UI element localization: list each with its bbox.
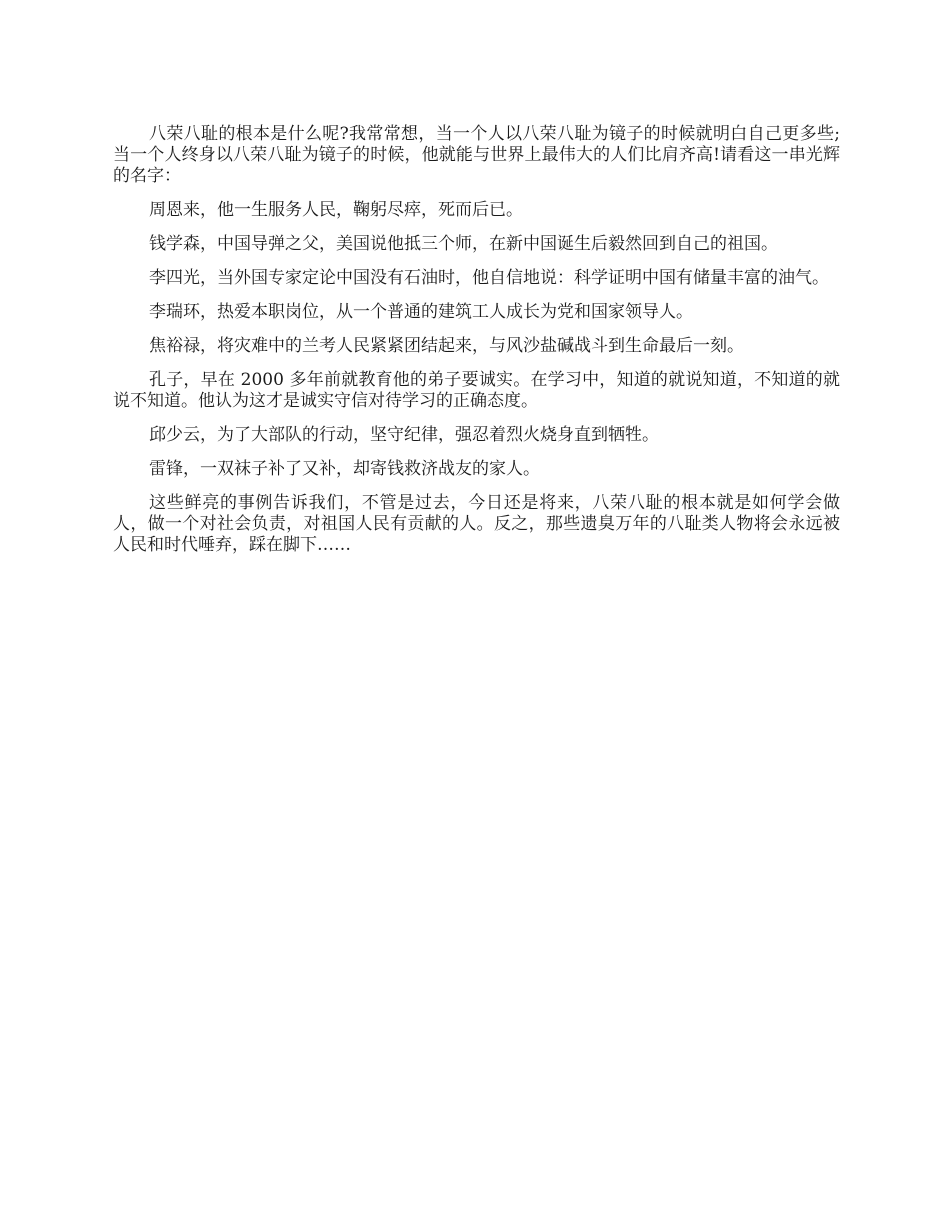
paragraph-qian-xuesen: 钱学森，中国导弹之父，美国说他抵三个师，在新中国诞生后毅然回到自己的祖国。 [149, 234, 778, 254]
paragraph-lei-feng: 雷锋，一双袜子补了又补，却寄钱救济战友的家人。 [149, 459, 540, 479]
paragraph-qiu-shaoyun: 邱少云，为了大部队的行动，坚守纪律，强忍着烈火烧身直到牺牲。 [149, 425, 659, 445]
paragraph-li-siguang: 李四光，当外国专家定论中国没有石油时，他自信地说：科学证明中国有储量丰富的油气。 [149, 268, 829, 288]
paragraph-conclusion: 这些鲜亮的事例告诉我们，不管是过去，今日还是将来，八荣八耻的根本就是如何学会做人，做一个对社会负责，对祖国人民有贡献的人。反之，那些遗臭万年的八耻类人物将会永远被人民和时代唾弃，踩在脚下…… [113, 493, 840, 555]
document-page [113, 124, 840, 569]
paragraph-intro: 八荣八耻的根本是什么呢?我常常想，当一个人以八荣八耻为镜子的时候就明白自己更多些;当一个人终身以八荣八耻为镜子的时候，他就能与世界上最伟大的人们比肩齐高!请看这一串光辉的名字： [113, 124, 840, 186]
paragraph-jiao-yulu: 焦裕禄，将灾难中的兰考人民紧紧团结起来，与风沙盐碱战斗到生命最后一刻。 [149, 336, 744, 356]
paragraph-zhou-enlai: 周恩来，他一生服务人民，鞠躬尽瘁，死而后已。 [149, 200, 523, 220]
paragraph-confucius: 孔子，早在 2000 多年前就教育他的弟子要诚实。在学习中，知道的就说知道，不知道的就说不知道。他认为这才是诚实守信对待学习的正确态度。 [113, 370, 840, 411]
paragraph-li-ruihuan: 李瑞环，热爱本职岗位，从一个普通的建筑工人成长为党和国家领导人。 [149, 302, 693, 322]
